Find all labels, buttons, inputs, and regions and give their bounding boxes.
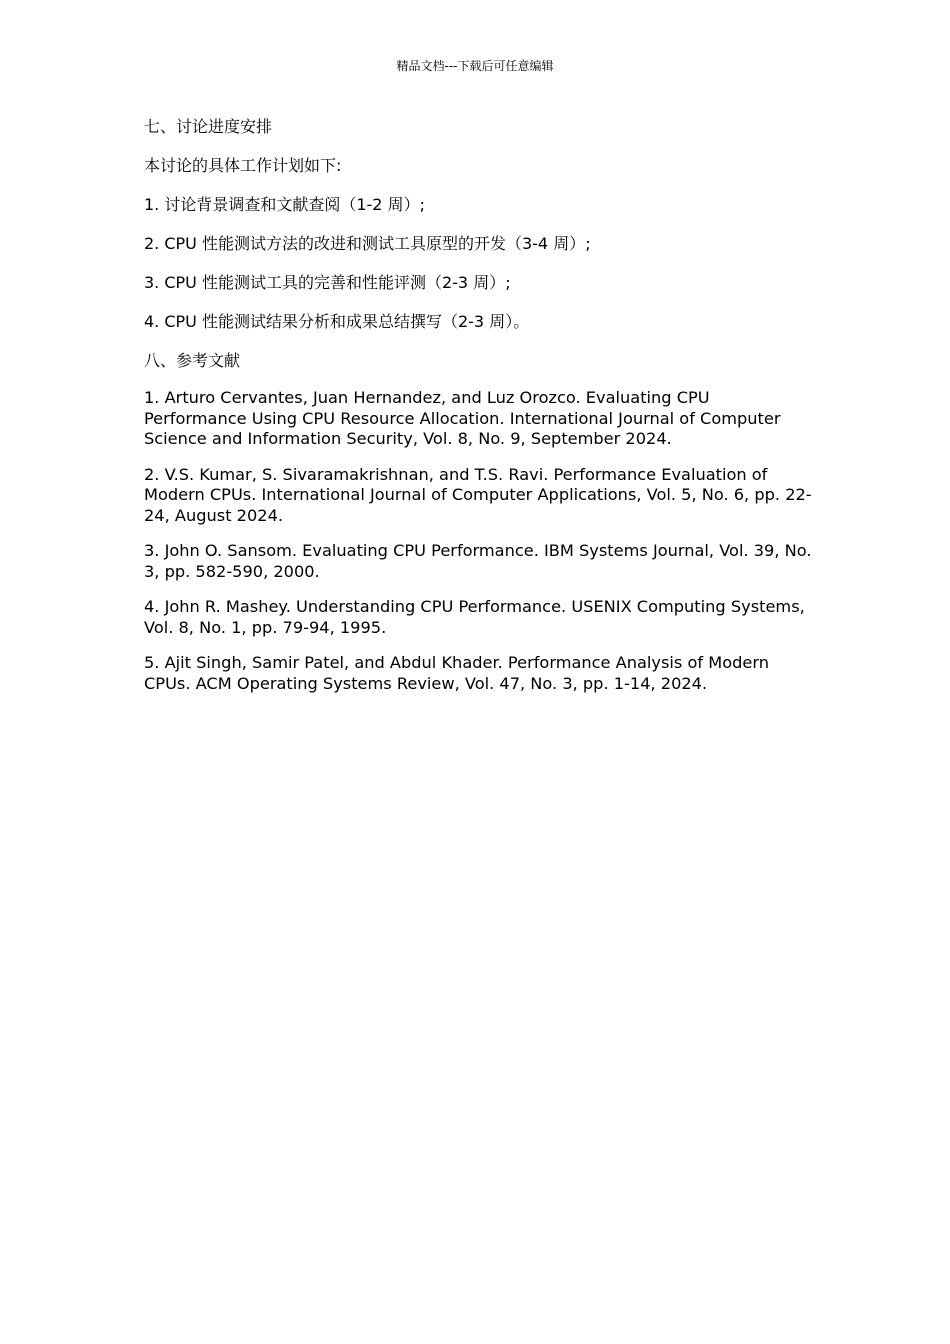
schedule-intro: 本讨论的具体工作计划如下: [144, 156, 342, 175]
section-heading-schedule: 七、讨论进度安排 [144, 117, 273, 136]
section-heading-references: 八、参考文献 [144, 351, 241, 370]
schedule-item: 1. 讨论背景调查和文献查阅（1-2 周）; [144, 195, 425, 214]
reference-item: 4. John R. Mashey. Understanding CPU Performance. USENIX Computing Systems, Vol. 8, No. 1, pp. 79-94, 1995. [144, 597, 805, 637]
page-header: 精品文档---下载后可任意编辑 [396, 59, 554, 73]
schedule-item: 2. CPU 性能测试方法的改进和测试工具原型的开发（3-4 周）; [144, 234, 591, 253]
reference-item: 5. Ajit Singh, Samir Patel, and Abdul Khader. Performance Analysis of Modern CPUs. ACM Operating Systems Review, Vol. 47, No. 3, pp. 1-14, 2024. [144, 653, 769, 693]
reference-list [144, 388, 812, 709]
document-body [144, 116, 812, 389]
schedule-item: 4. CPU 性能测试结果分析和成果总结撰写（2-3 周）。 [144, 312, 530, 331]
reference-item: 3. John O. Sansom. Evaluating CPU Performance. IBM Systems Journal, Vol. 39, No. 3, pp. 582-590, 2000. [144, 541, 812, 581]
reference-item: 2. V.S. Kumar, S. Sivaramakrishnan, and T.S. Ravi. Performance Evaluation of Modern CPUs. International Journal of Computer Applications, Vol. 5, No. 6, pp. 22-24, August 2024. [144, 464, 812, 525]
schedule-item: 3. CPU 性能测试工具的完善和性能评测（2-3 周）; [144, 273, 511, 292]
reference-item: 1. Arturo Cervantes, Juan Hernandez, and Luz Orozco. Evaluating CPU Performance Using CPU Resource Allocation. International Journal of Computer Science and Information Security, Vol. 8, No. 9, September 2024. [144, 388, 781, 448]
